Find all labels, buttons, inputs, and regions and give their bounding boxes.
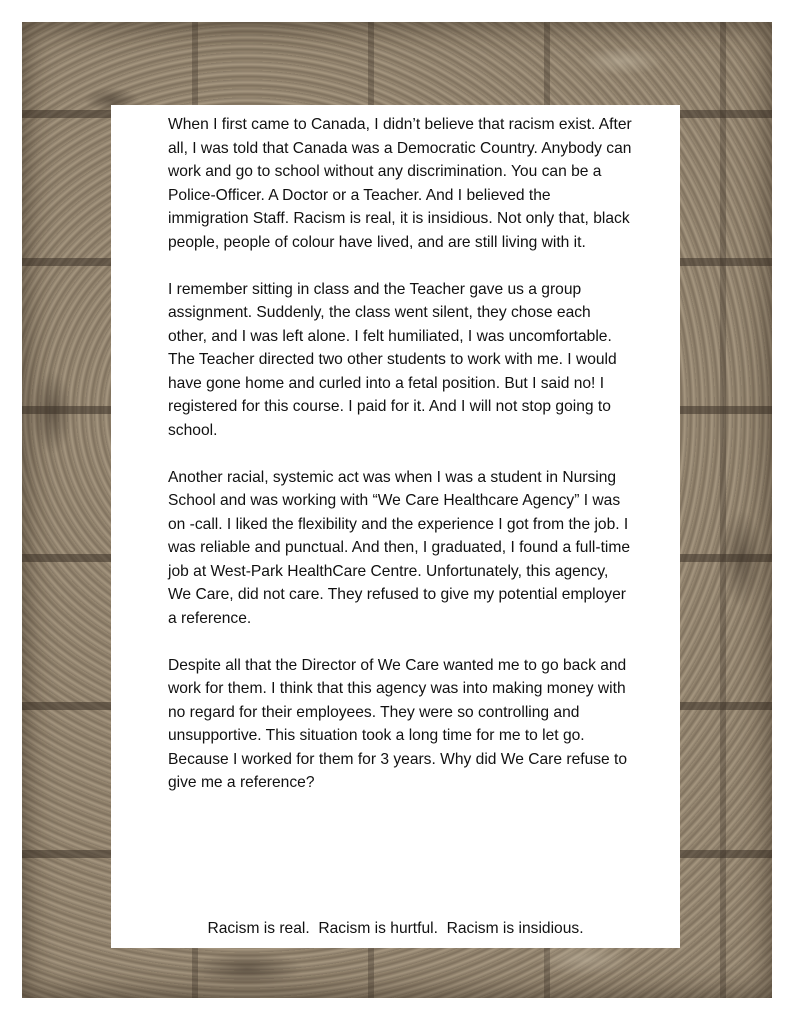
closing-statement: Racism is real. Racism is hurtful. Racism is insidious. (207, 920, 584, 937)
paragraph-3: Another racial, systemic act was when I was a student in Nursing School and was working with “We Care Healthcare Agency” I was on -call. I liked the flexibility and the experience I got from the job. I was reliable and punctual. And then, I graduated, I found a full-time job at West-Park HealthCare Centre. Unfortunately, this agency, We Care, did not care. They refused to give my potential employer a reference. (168, 468, 631, 627)
paragraph-1: When I first came to Canada, I didn’t believe that racism exist. After all, I was told that Canada was a Democratic Country. Anybody can work and go to school without any discrimination. You can be a Police-Officer. A Doctor or a Teacher. And I believed the immigration Staff. Racism is real, it is insidious. Not only that, black people, people of colour have lived, and are still living with it. (168, 116, 632, 251)
document-paper (111, 105, 680, 948)
paragraph-2: I remember sitting in class and the Teacher gave us a group assignment. Suddenly, the class went silent, they chose each other, and I was left alone. I felt humiliated, I was uncomfortable. The Teacher directed two other students to work with me. I would have gone home and curled into a fetal position. But I said no! I registered for this course. I paid for it. And I will not stop going to school. (168, 280, 617, 439)
document-body (168, 113, 633, 818)
paragraph-4: Despite all that the Director of We Care wanted me to go back and work for them. I think that this agency was into making money with no regard for their employees. They were so controlling and unsupportive. This situation took a long time for me to let go. Because I worked for them for 3 years. Why did We Care refuse to give me a reference? (168, 656, 628, 791)
